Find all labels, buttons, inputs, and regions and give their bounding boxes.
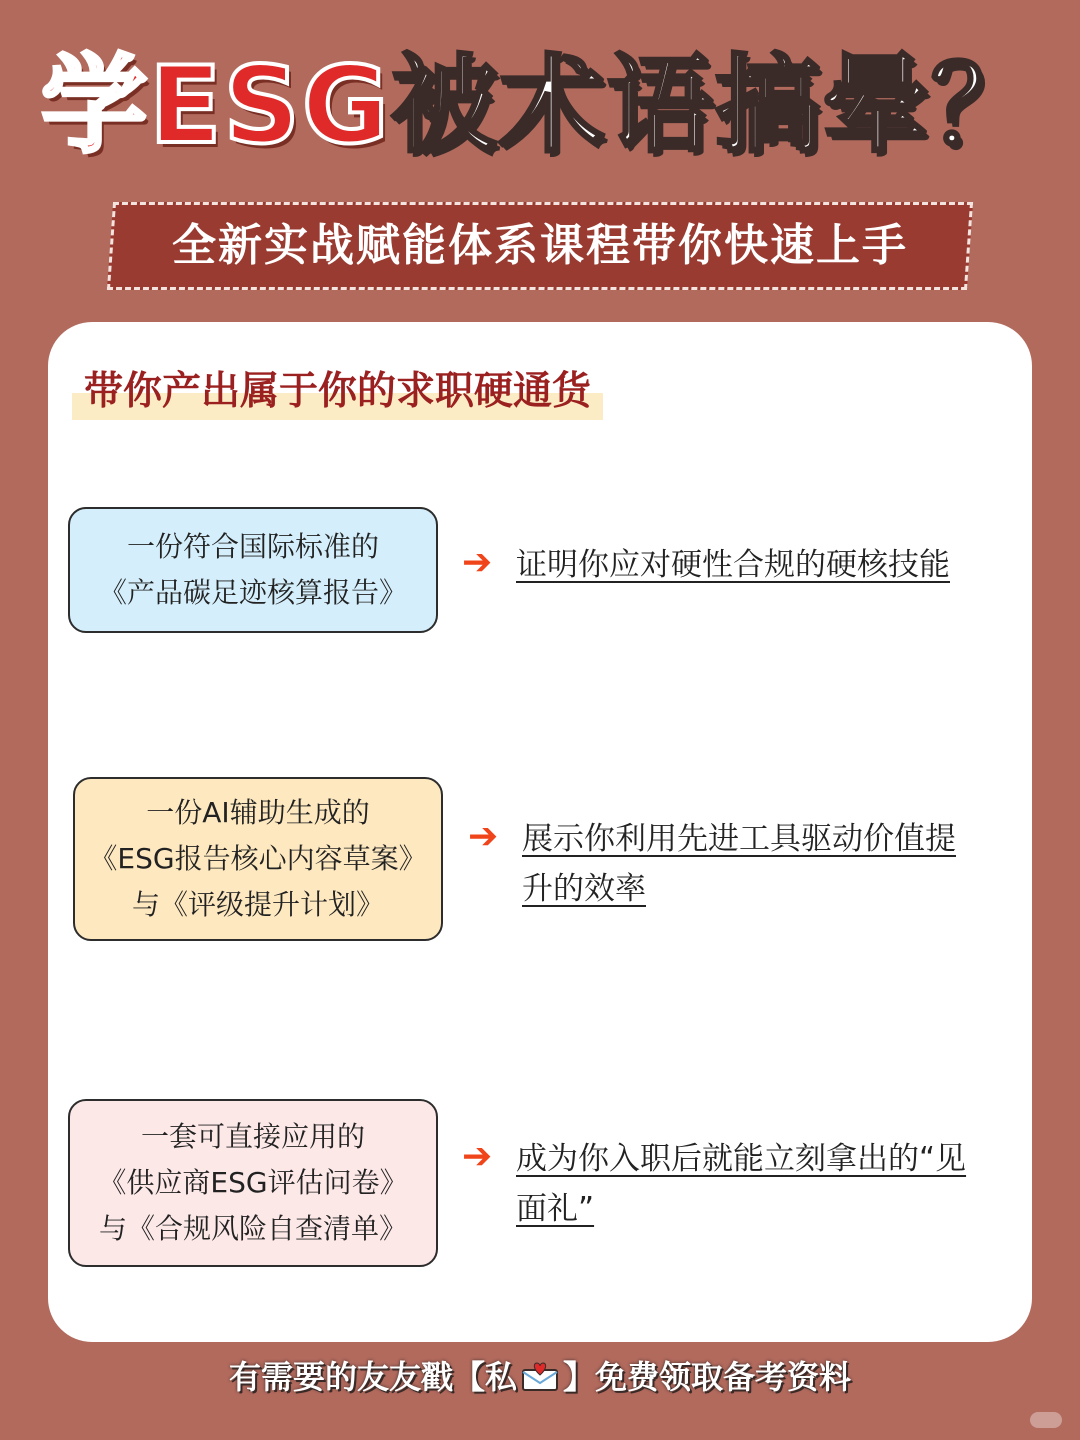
footer-text-after: 】免费领取备考资料 [563,1358,852,1396]
headline [0,36,1080,176]
benefit-line: 成为你入职后就能立刻拿出的“见 [516,1141,967,1177]
deliverable-line: 与《评级提升计划》 [131,888,384,921]
benefit-line: 面礼” [516,1191,595,1227]
deliverable-line: 《ESG报告核心内容草案》 [89,842,427,875]
headline-rest: 被术语搞晕？ [390,44,1039,167]
benefit-text-3 [516,1134,1016,1234]
benefit-text-2 [522,814,1022,914]
benefit-text-1 [516,540,1016,590]
footer-cta[interactable] [0,1354,1080,1400]
banner-text: 全新实战赋能体系课程带你快速上手 [172,220,908,271]
headline-esg: 学ESG [41,44,391,167]
watermark-logo [1030,1412,1062,1428]
deliverable-box-3 [68,1099,438,1267]
section-title: 带你产出属于你的求职硬通货 [72,364,603,420]
benefit-line: 证明你应对硬性合规的硬核技能 [516,547,950,583]
deliverable-box-2 [73,777,443,941]
footer-text-before: 有需要的友友戳【私 [228,1358,517,1396]
deliverable-line: 一份符合国际标准的 [126,530,379,563]
benefit-line: 升的效率 [522,871,646,907]
content-card [48,322,1032,1342]
deliverable-line: 《供应商ESG评估问卷》 [98,1166,408,1199]
envelope-heart-icon [521,1362,559,1392]
benefit-line: 展示你利用先进工具驱动价值提 [522,821,956,857]
arrow-icon: ➔ [462,1136,493,1177]
deliverable-line: 一份AI辅助生成的 [146,796,370,829]
arrow-icon: ➔ [462,542,493,583]
deliverable-line: 一套可直接应用的 [140,1120,365,1153]
arrow-icon: ➔ [468,816,499,857]
deliverable-line: 《产品碳足迹核算报告》 [98,576,407,609]
deliverable-box-1 [68,507,438,633]
deliverable-line: 与《合规风险自查清单》 [98,1212,407,1245]
